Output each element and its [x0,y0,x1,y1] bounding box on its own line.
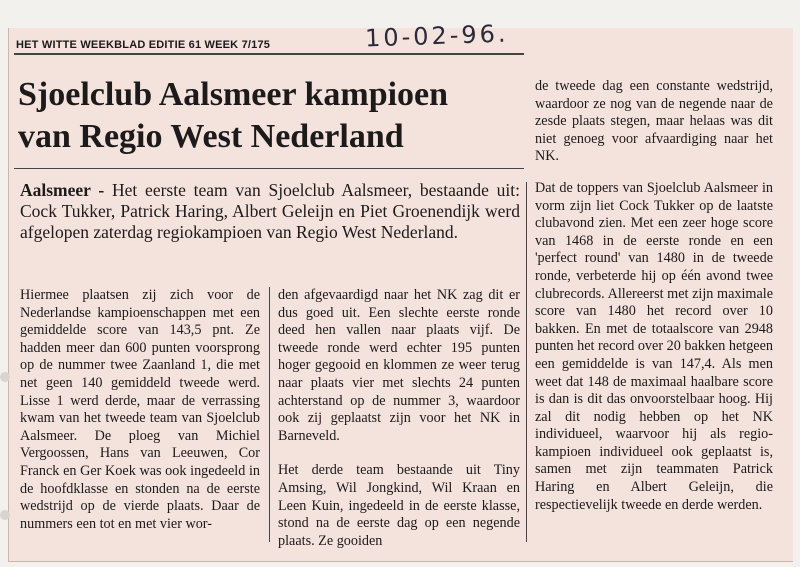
header-rule [14,53,524,55]
punch-hole [0,372,10,382]
headline-rule [14,168,524,169]
paragraph: den afgevaardigd naar het NK zag dit er dus goed uit. Een slechte eerste ronde deed hen vallen naar plaats vijf. De tweede ronde werd echter 195 punten hoger gegooid en klommen ze weer terug naar plaats vier met slechts 24 punten achterstand op de nummer 3, waardoor ook zij geplaatst zijn voor het NK in Barneveld. [278,287,520,444]
article-column-2 [278,287,520,567]
paragraph: de tweede dag een constante wedstrijd, waardoor ze nog van de negende naar de zesde plaats stegen, maar helaas was dit niet genoeg voor afvaardiging naar het NK. [535,78,773,165]
punch-hole [0,510,10,520]
handwritten-date: 10-02-96. [364,19,510,53]
intro-text: Het eerste team van Sjoelclub Aalsmeer, bestaande uit: Cock Tukker, Patrick Haring, Albert Geleijn en Piet Groenendijk werd afgelopen zaterdag regiokampioen van Regio West Nederland. [20,180,520,242]
paragraph: Hiermee plaatsen zij zich voor de Nederlandse kampioenschappen met een gemiddelde score van 143,5 pnt. Ze hadden meer dan 600 punten voorsprong op de nummer twee Zaanland 1, die met net geen 140 gemiddeld tweede werd. Lisse 1 werd derde, maar de verrassing kwam van het tweede team van Sjoelclub Aalsmeer. De ploeg van Michiel Vergoossen, Hans van Leeuwen, Cor Franck en Ger Koek was ook ingedeeld in de hoofdklasse en stonden na de eerste wedstrijd op de vierde plaats. Daar de nummers een tot en met vier wor- [20,287,260,532]
article-column-1 [20,287,260,550]
article-headline [18,74,518,158]
column-divider [526,182,527,542]
article-column-3 [535,78,773,528]
paragraph: Het derde team bestaande uit Tiny Amsing, Wil Jongkind, Wil Kraan en Leen Kuin, ingedeeld in de eerste klasse, stond na de eerste dag op een negende plaats. Ze gooiden [278,462,520,549]
headline-line: Sjoelclub Aalsmeer kampioen [18,76,449,113]
paragraph: Dat de toppers van Sjoelclub Aalsmeer in vorm zijn liet Cock Tukker op de laatste clubavond zien. Met een zeer hoge score van 1468 in de eerste ronde en een 'perfect round' van 1480 in de tweede ronde, verbeterde hij op één avond twee clubrecords. Allereerst met zijn maximale score van 1480 het record over 10 bakken. En met de totaalscore van 2948 punten het record over 20 bakken hetgeen een gemiddelde is van 147,4. Als men weet dat 148 de maximaal haalbare score is dan is dit das onvoorstelbaar hoog. Hij zal dit nodig hebben op het NK individueel, waarvoor hij als regio-kampioen individueel ook geplaatst is, samen met zijn teammaten Patrick Haring en Albert Geleijn, die respectievelijk tweede en derde werden. [535,179,773,513]
headline-line: van Regio West Nederland [18,118,404,155]
publication-header: HET WITTE WEEKBLAD EDITIE 61 WEEK 7/175 [16,39,271,51]
article-intro [20,180,520,243]
column-divider [269,287,270,542]
dateline: Aalsmeer - [20,180,105,200]
